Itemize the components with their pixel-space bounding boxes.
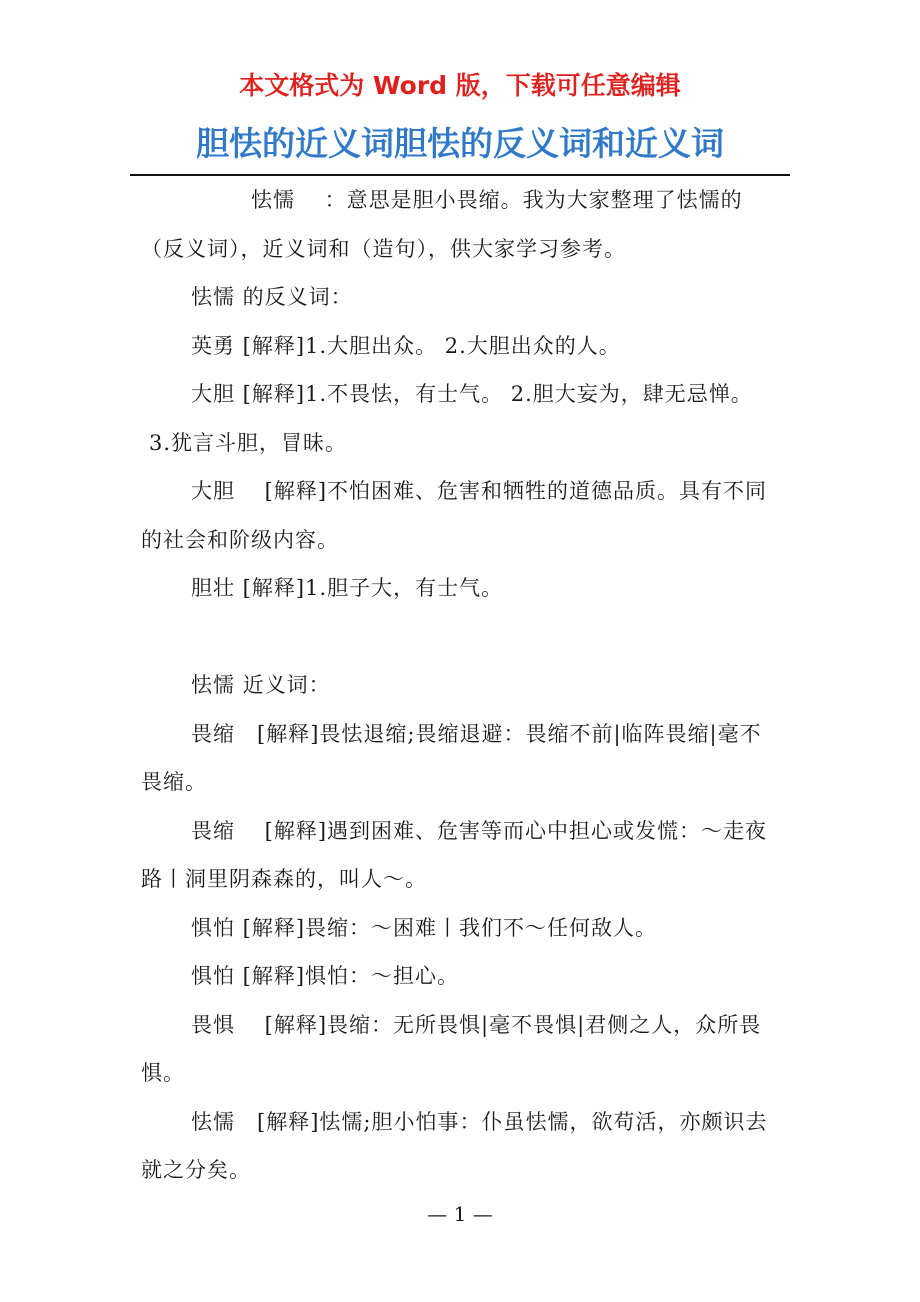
synonyms-heading: 怯懦 近义词： bbox=[191, 673, 331, 697]
synonym-entry: 畏缩 [解释]遇到困难、危害等而心中担心或发慌：～走夜路丨洞里阴森森的，叫人～。 bbox=[141, 818, 768, 891]
synonym-entry: 怯懦 [解释]怯懦;胆小怕事：仆虽怯懦，欲苟活，亦颇识去就之分矣。 bbox=[141, 1109, 768, 1182]
antonyms-heading: 怯懦 的反义词： bbox=[191, 285, 353, 309]
synonym-entry: 畏惧 [解释]畏缩：无所畏惧|毫不畏惧|君侧之人，众所畏惧。 bbox=[141, 1012, 762, 1085]
antonym-entry: 大胆 [解释]不怕困难、危害和牺牲的道德品质。具有不同的社会和阶级内容。 bbox=[141, 479, 768, 552]
synonym-entry: 惧怕 [解释]畏缩：～困难丨我们不～任何敌人。 bbox=[191, 915, 658, 940]
antonym-entry: 大胆 [解释]1.不畏怯，有士气。 2.胆大妄为，肆无忌惮。 bbox=[191, 382, 753, 406]
antonym-entry: 英勇 [解释]1.大胆出众。 2.大胆出众的人。 bbox=[191, 333, 621, 358]
download-banner: 本文格式为 Word 版，下载可任意编辑 bbox=[239, 71, 681, 100]
antonym-entry: 胆壮 [解释]1.胆子大，有士气。 bbox=[191, 576, 504, 600]
intro-paragraph: 怯懦 ：意思是胆小畏缩。我为大家整理了怯懦的（反义词），近义词和（造句），供大家学习参考。 bbox=[141, 188, 743, 261]
blank-line bbox=[141, 613, 783, 662]
synonym-entry: 惧怕 [解释]惧怕：～担心。 bbox=[191, 964, 460, 988]
antonym-entry-continuation: 3.犹言斗胆，冒昧。 bbox=[149, 430, 348, 455]
document-body bbox=[141, 176, 783, 1195]
page-number: — 1 — bbox=[427, 1202, 493, 1226]
synonym-entry: 畏缩 [解释]畏怯退缩;畏缩退避：畏缩不前|临阵畏缩|毫不畏缩。 bbox=[141, 721, 762, 794]
page-title: 胆怯的近义词胆怯的反义词和近义词 bbox=[196, 124, 724, 163]
